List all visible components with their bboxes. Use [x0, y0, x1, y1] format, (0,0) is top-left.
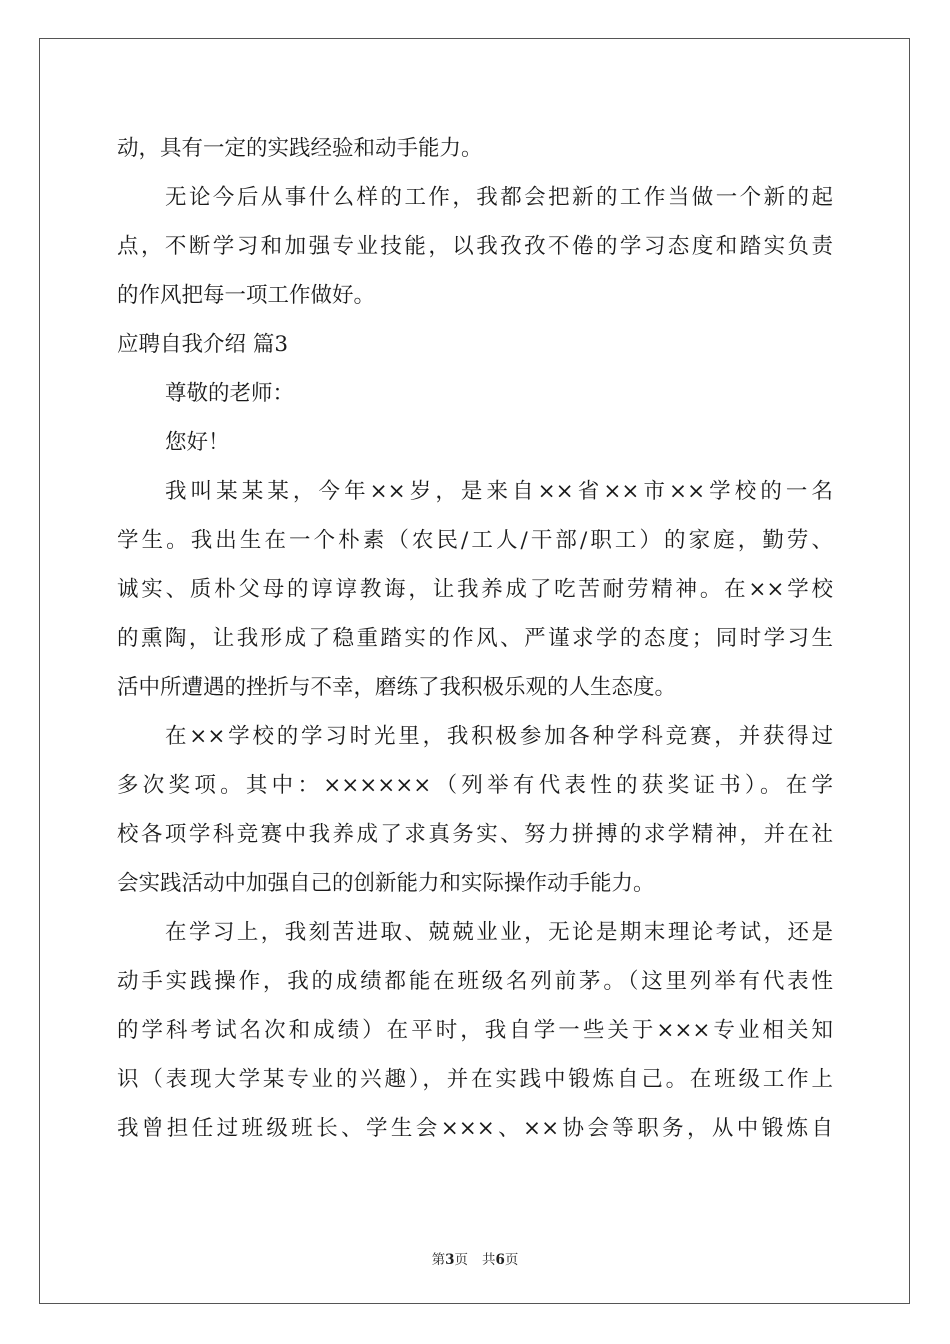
- text-line: 点，不断学习和加强专业技能，以我孜孜不倦的学习态度和踏实负责: [117, 234, 833, 259]
- page-label-prefix: 第: [431, 1252, 446, 1268]
- greeting: 您好！: [165, 430, 230, 455]
- section-heading: 应聘自我介绍 篇3: [117, 332, 289, 357]
- text-line: 活中所遭遇的挫折与不幸，磨练了我积极乐观的人生态度。: [117, 675, 677, 700]
- total-label-suffix: 页: [504, 1252, 519, 1268]
- text-line: 动手实践操作，我的成绩都能在班级名列前茅。（这里列举有代表性: [117, 969, 833, 994]
- text-line: 动，具有一定的实践经验和动手能力。: [117, 136, 483, 161]
- text-line: 的熏陶，让我形成了稳重踏实的作风、严谨求学的态度；同时学习生: [117, 626, 833, 651]
- page-number: 3: [445, 1252, 455, 1268]
- document-body: [117, 124, 833, 1153]
- text-line: 无论今后从事什么样的工作，我都会把新的工作当做一个新的起: [165, 185, 833, 210]
- total-label-prefix: 共: [482, 1252, 496, 1268]
- text-line: 我曾担任过班级班长、学生会×××、××协会等职务，从中锻炼自: [117, 1116, 833, 1141]
- total-pages: 6: [495, 1252, 505, 1268]
- page-footer: [0, 1248, 950, 1268]
- text-line: 校各项学科竞赛中我养成了求真务实、努力拼搏的求学精神，并在社: [117, 822, 833, 847]
- text-line: 的学科考试名次和成绩）在平时，我自学一些关于×××专业相关知: [117, 1018, 833, 1043]
- text-line: 的作风把每一项工作做好。: [117, 283, 376, 308]
- text-line: 多次奖项。其中：××××××（列举有代表性的获奖证书）。在学: [117, 773, 833, 798]
- text-line: 会实践活动中加强自己的创新能力和实际操作动手能力。: [117, 871, 655, 896]
- text-line: 在学习上，我刻苦进取、兢兢业业，无论是期末理论考试，还是: [165, 920, 833, 945]
- text-line: 诚实、质朴父母的谆谆教诲，让我养成了吃苦耐劳精神。在××学校: [117, 577, 833, 602]
- text-line: 识（表现大学某专业的兴趣），并在实践中锻炼自己。在班级工作上: [117, 1067, 833, 1092]
- text-line: 我叫某某某，今年××岁，是来自××省××市××学校的一名: [165, 479, 833, 504]
- text-line: 学生。我出生在一个朴素（农民/工人/干部/职工）的家庭，勤劳、: [117, 528, 833, 553]
- text-line: 在××学校的学习时光里，我积极参加各种学科竞赛，并获得过: [165, 724, 833, 749]
- salutation: 尊敬的老师：: [165, 381, 295, 406]
- page-label-suffix: 页: [454, 1252, 468, 1268]
